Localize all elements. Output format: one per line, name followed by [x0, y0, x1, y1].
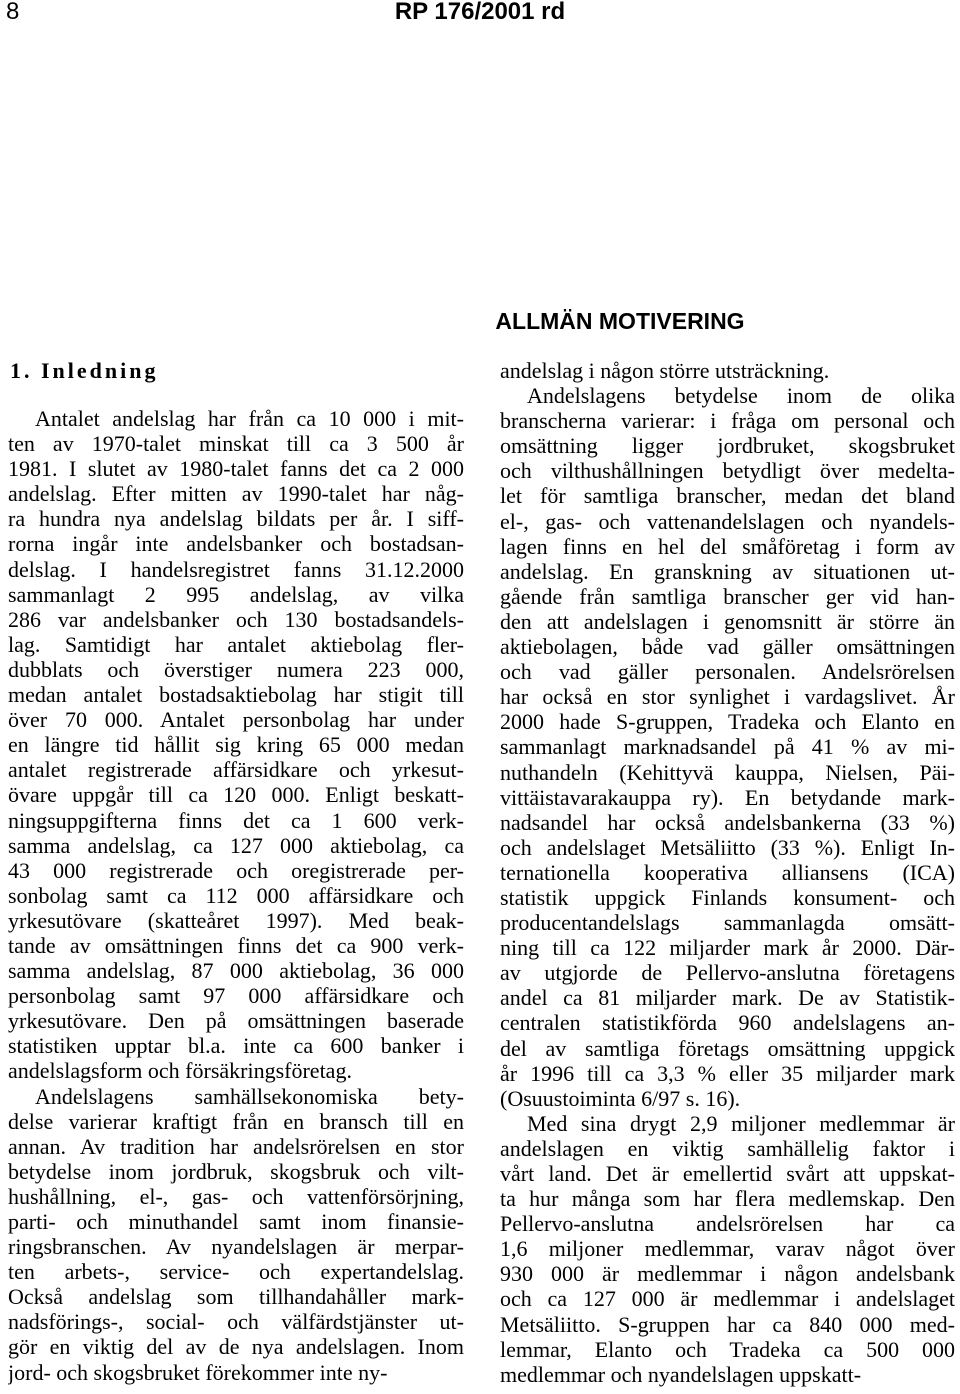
- text-line: Antalet andelslag har från ca 10 000 i mit-: [35, 406, 464, 431]
- text-line: rorna ingår inte andelsbanker och bostadsan-: [8, 531, 464, 557]
- text-line: yrkesutövare (skatteåret 1997). Med beak-: [8, 907, 464, 933]
- text-line: el-, gas- och vattenandelslagen och nyandels-: [500, 508, 955, 534]
- text-line: har också en stor synlighet i vardagslivet. År: [500, 684, 955, 710]
- text-line: yrkesutövare. Den på omsättningen baserade: [8, 1008, 464, 1034]
- text-line: andel ca 81 miljarder mark. De av Statistik-: [500, 985, 955, 1011]
- text-line: Pellervo-anslutna andelsrörelsen har ca: [500, 1211, 955, 1237]
- text-line: sammanlagt marknadsandel på 41 % av mi-: [500, 734, 955, 760]
- text-line: samma andelslag, 87 000 aktiebolag, 36 000: [8, 958, 464, 984]
- text-line: övare uppgår till ca 120 000. Enligt beskatt-: [8, 782, 464, 808]
- text-line: personbolag samt 97 000 affärsidkare och: [8, 983, 464, 1009]
- text-line: ningsuppgifterna finns det ca 1 600 verk-: [8, 807, 464, 833]
- text-line: ning till ca 122 miljarder mark år 2000. Där-: [500, 935, 955, 961]
- text-line: en längre tid hållit sig kring 65 000 medan: [8, 732, 464, 758]
- chapter-heading: 1. Inledning: [10, 358, 159, 383]
- text-line: lemmar, Elanto och Tradeka ca 500 000: [500, 1336, 955, 1362]
- text-line: lagen finns en hel del småföretag i form av: [500, 533, 955, 559]
- text-line: branscherna varierar: i fråga om personal och: [500, 408, 955, 434]
- text-line: antalet registrerade affärsidkare och yrkesut-: [8, 757, 464, 783]
- text-line: ra hundra nya andelslag bildats per år. I siff-: [8, 506, 464, 532]
- text-line: dubblats och överstiger numera 223 000,: [8, 656, 464, 682]
- text-line: och andelslaget Metsäliitto (33 %). Enligt In-: [500, 834, 955, 860]
- text-line: jord- och skogsbruket förekommer inte ny-: [8, 1359, 388, 1385]
- left-column: [8, 406, 464, 1385]
- text-line: ta hur många som har flera medlemskap. Den: [500, 1186, 955, 1212]
- text-line: andelslagsform och försäkringsföretag.: [8, 1058, 352, 1084]
- text-line: statistiken upptar bl.a. inte ca 600 banker i: [8, 1033, 464, 1059]
- text-line: (Osuustoiminta 6/97 s. 16).: [500, 1085, 741, 1111]
- text-line: 1,6 miljoner medlemmar, varav något över: [500, 1236, 955, 1262]
- text-line: Också andelslag som tillhandahåller mark-: [8, 1284, 464, 1310]
- text-line: medan antalet bostadsaktiebolag har stigit till: [8, 682, 464, 708]
- text-line: 286 var andelsbanker och 130 bostadsandels-: [8, 606, 464, 632]
- text-line: hushållning, el-, gas- och vattenförsörjning,: [8, 1183, 464, 1209]
- text-line: och vad gäller personalen. Andelsrörelsen: [500, 659, 955, 685]
- text-line: ten av 1970-talet minskat till ca 3 500 år: [8, 431, 464, 457]
- text-line: andelslagen en viktig samhällelig faktor i: [500, 1135, 955, 1161]
- document-id: RP 176/2001 rd: [394, 0, 566, 25]
- text-line: aktiebolagen, både vad gäller omsättningen: [500, 634, 955, 660]
- text-line: samma andelslag, ca 127 000 aktiebolag, ca: [8, 832, 464, 858]
- text-line: Andelslagens samhällsekonomiska bety-: [35, 1083, 464, 1109]
- text-line: ten arbets-, service- och expertandelslag.: [8, 1259, 464, 1285]
- text-line: medlemmar och nyandelslagen uppskatt-: [500, 1361, 862, 1387]
- text-line: nadsförings-, social- och välfärdstjänster ut-: [8, 1309, 464, 1335]
- text-line: den att andelslagen i genomsnitt är större än: [500, 608, 955, 634]
- text-line: nadsandel har också andelsbankerna (33 %): [500, 809, 955, 835]
- text-line: 930 000 är medlemmar i någon andelsbank: [500, 1261, 955, 1287]
- text-line: parti- och minuthandel samt inom finansie-: [8, 1209, 464, 1234]
- text-line: Metsäliitto. S-gruppen har ca 840 000 med-: [500, 1311, 955, 1337]
- text-line: andelslag. En granskning av situationen ut-: [500, 558, 955, 584]
- right-column: [500, 358, 955, 1387]
- text-line: ternationella kooperativa alliansens (ICA): [500, 859, 955, 885]
- text-line: sammanlagt 2 995 andelslag, av vilka: [8, 581, 464, 607]
- text-line: och vilthushållningen betydligt över medelta-: [500, 458, 955, 484]
- text-line: betydelse inom jordbruk, skogsbruk och vilt-: [8, 1158, 464, 1184]
- text-line: del av samtliga företags omsättning uppgick: [500, 1035, 955, 1061]
- text-line: av utgjorde de Pellervo-anslutna företagens: [500, 960, 955, 986]
- text-line: andelslag i någon större utsträckning.: [500, 358, 830, 383]
- text-line: statistik uppgick Finlands konsument- och: [500, 884, 955, 910]
- text-line: delse varierar kraftigt från en bransch till en: [8, 1108, 464, 1134]
- text-line: nuthandeln (Kehittyvä kauppa, Nielsen, Päi-: [500, 759, 955, 785]
- text-line: lag. Samtidigt har antalet aktiebolag fler-: [8, 631, 464, 657]
- text-line: ringsbranschen. Av nyandelslagen är merpar-: [8, 1234, 464, 1260]
- section-title: ALLMÄN MOTIVERING: [495, 308, 745, 334]
- text-line: let för samtliga branscher, medan det bland: [500, 483, 955, 509]
- text-line: vittäistavarakauppa ry). En betydande mark-: [500, 784, 955, 810]
- text-line: Med sina drygt 2,9 miljoner medlemmar är: [527, 1110, 955, 1136]
- text-line: gående från samtliga branscher ger vid han-: [500, 583, 955, 609]
- text-line: delslag. I handelsregistret fanns 31.12.2000: [8, 556, 464, 582]
- text-line: annan. Av tradition har andelsrörelsen en stor: [8, 1133, 464, 1159]
- text-line: 2000 hade S-gruppen, Tradeka och Elanto en: [500, 709, 955, 735]
- text-line: Andelslagens betydelse inom de olika: [527, 383, 955, 409]
- text-line: omsättning ligger jordbruket, skogsbruket: [500, 433, 955, 459]
- text-line: 1981. I slutet av 1980-talet fanns det ca 2 000: [8, 456, 464, 482]
- text-line: och ca 127 000 är medlemmar i andelslaget: [500, 1286, 955, 1312]
- text-line: gör en viktig del av de nya andelslagen. Inom: [8, 1334, 464, 1360]
- text-line: år 1996 till ca 3,3 % eller 35 miljarder mark: [500, 1060, 955, 1086]
- text-line: andelslag. Efter mitten av 1990-talet har någ-: [8, 481, 464, 507]
- text-line: vårt land. Det är emellertid svårt att uppskat-: [500, 1161, 955, 1186]
- text-line: producentandelslags sammanlagda omsätt-: [500, 910, 955, 936]
- page-number: 8: [6, 0, 20, 25]
- text-line: över 70 000. Antalet personbolag har under: [8, 707, 464, 733]
- text-line: sonbolag samt ca 112 000 affärsidkare och: [8, 882, 464, 908]
- text-line: centralen statistikförda 960 andelslagens an-: [500, 1010, 955, 1036]
- text-line: tande av omsättningen finns det ca 900 verk-: [8, 932, 464, 958]
- text-line: 43 000 registrerade och oregistrerade per-: [8, 857, 464, 883]
